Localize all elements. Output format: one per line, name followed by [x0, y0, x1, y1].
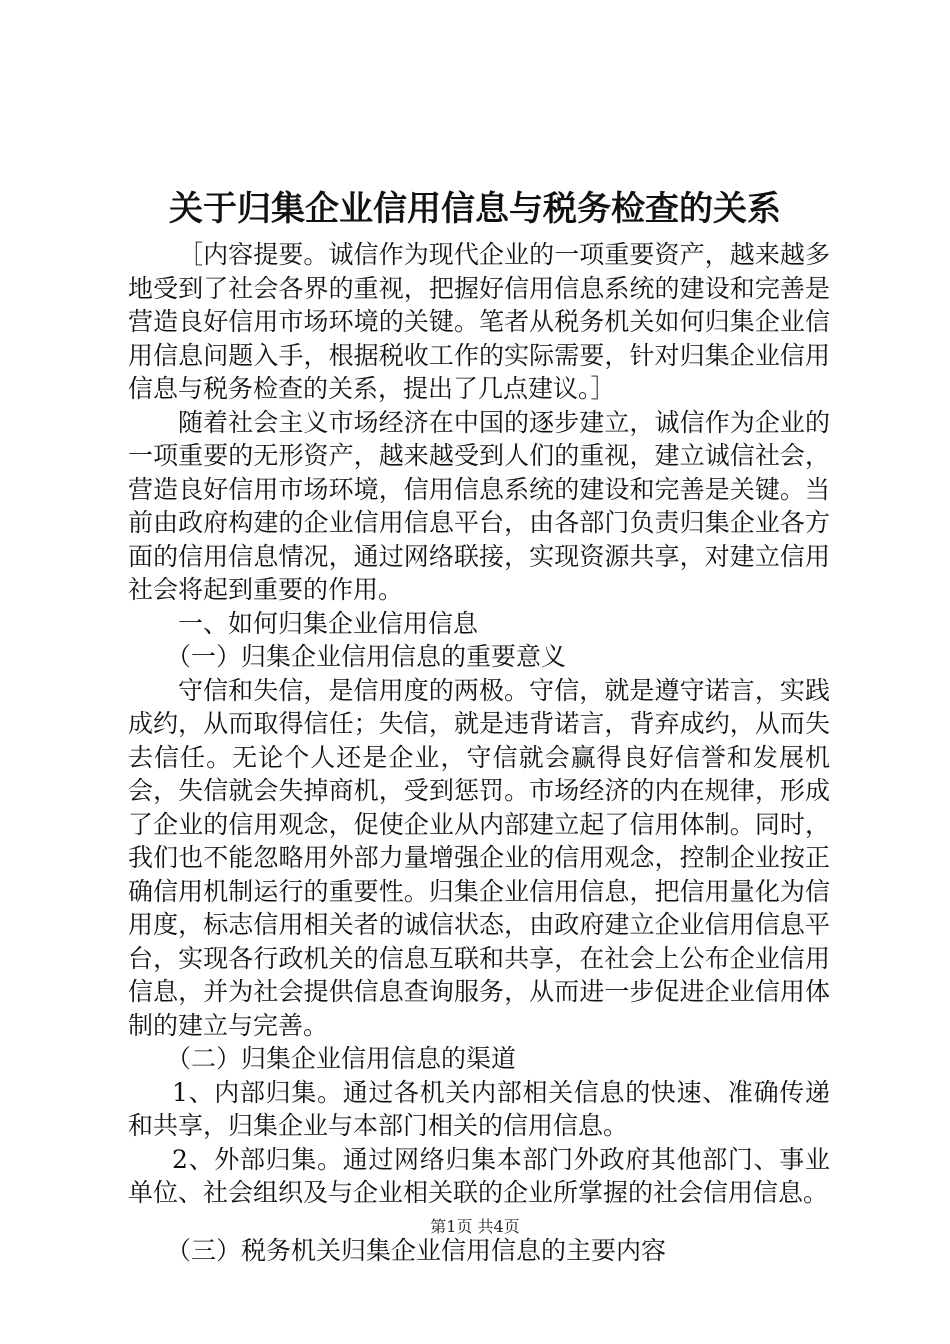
abstract-paragraph: ［内容提要。诚信作为现代企业的一项重要资产，越来越多地受到了社会各界的重视，把握好信用信息系统的建设和完善是营造良好信用市场环境的关键。笔者从税务机关如何归集企业信用信息问题入手，根据税收工作的实际需要，针对归集企业信用信息与税务检查的关系，提出了几点建议。］: [128, 240, 830, 403]
document-body: [128, 238, 830, 1267]
section-heading-1: 一、如何归集企业信用信息: [178, 608, 479, 638]
list-item-internal: 1、内部归集。通过各机关内部相关信息的快速、准确传递和共享，归集企业与本部门相关的信用信息。: [128, 1077, 830, 1140]
subsection-heading-2: （二）归集企业信用信息的渠道: [166, 1044, 517, 1073]
list-item-external: 2、外部归集。通过网络归集本部门外政府其他部门、事业单位、社会组织及与企业相关联的企业所掌握的社会信用信息。: [128, 1144, 830, 1207]
page-footer: 第1页 共4页: [430, 1217, 520, 1236]
subsection-heading-3: （三）税务机关归集企业信用信息的主要内容: [166, 1235, 667, 1265]
intro-paragraph: 随着社会主义市场经济在中国的逐步建立，诚信作为企业的一项重要的无形资产，越来越受到人们的重视，建立诚信社会，营造良好信用市场环境，信用信息系统的建设和完善是关键。当前由政府构建的企业信用信息平台，由各部门负责归集企业各方面的信用信息情况，通过网络联接，实现资源共享，对建立信用社会将起到重要的作用。: [128, 407, 830, 604]
body-paragraph-significance: 守信和失信，是信用度的两极。守信，就是遵守诺言，实践成约，从而取得信任；失信，就是违背诺言，背弃成约，从而失去信任。无论个人还是企业，守信就会赢得良好信誉和发展机会，失信就会失掉商机，受到惩罚。市场经济的内在规律，形成了企业的信用观念，促使企业从内部建立起了信用体制。同时，我们也不能忽略用外部力量增强企业的信用观念，控制企业按正确信用机制运行的重要性。归集企业信用信息，把信用量化为信用度，标志信用相关者的诚信状态，由政府建立企业信用信息平台，实现各行政机关的信息互联和共享，在社会上公布企业信用信息，并为社会提供信息查询服务，从而进一步促进企业信用体制的建立与完善。: [128, 675, 830, 1040]
document-title: 关于归集企业信用信息与税务检查的关系: [169, 189, 781, 229]
subsection-heading-1: （一）归集企业信用信息的重要意义: [166, 642, 567, 671]
